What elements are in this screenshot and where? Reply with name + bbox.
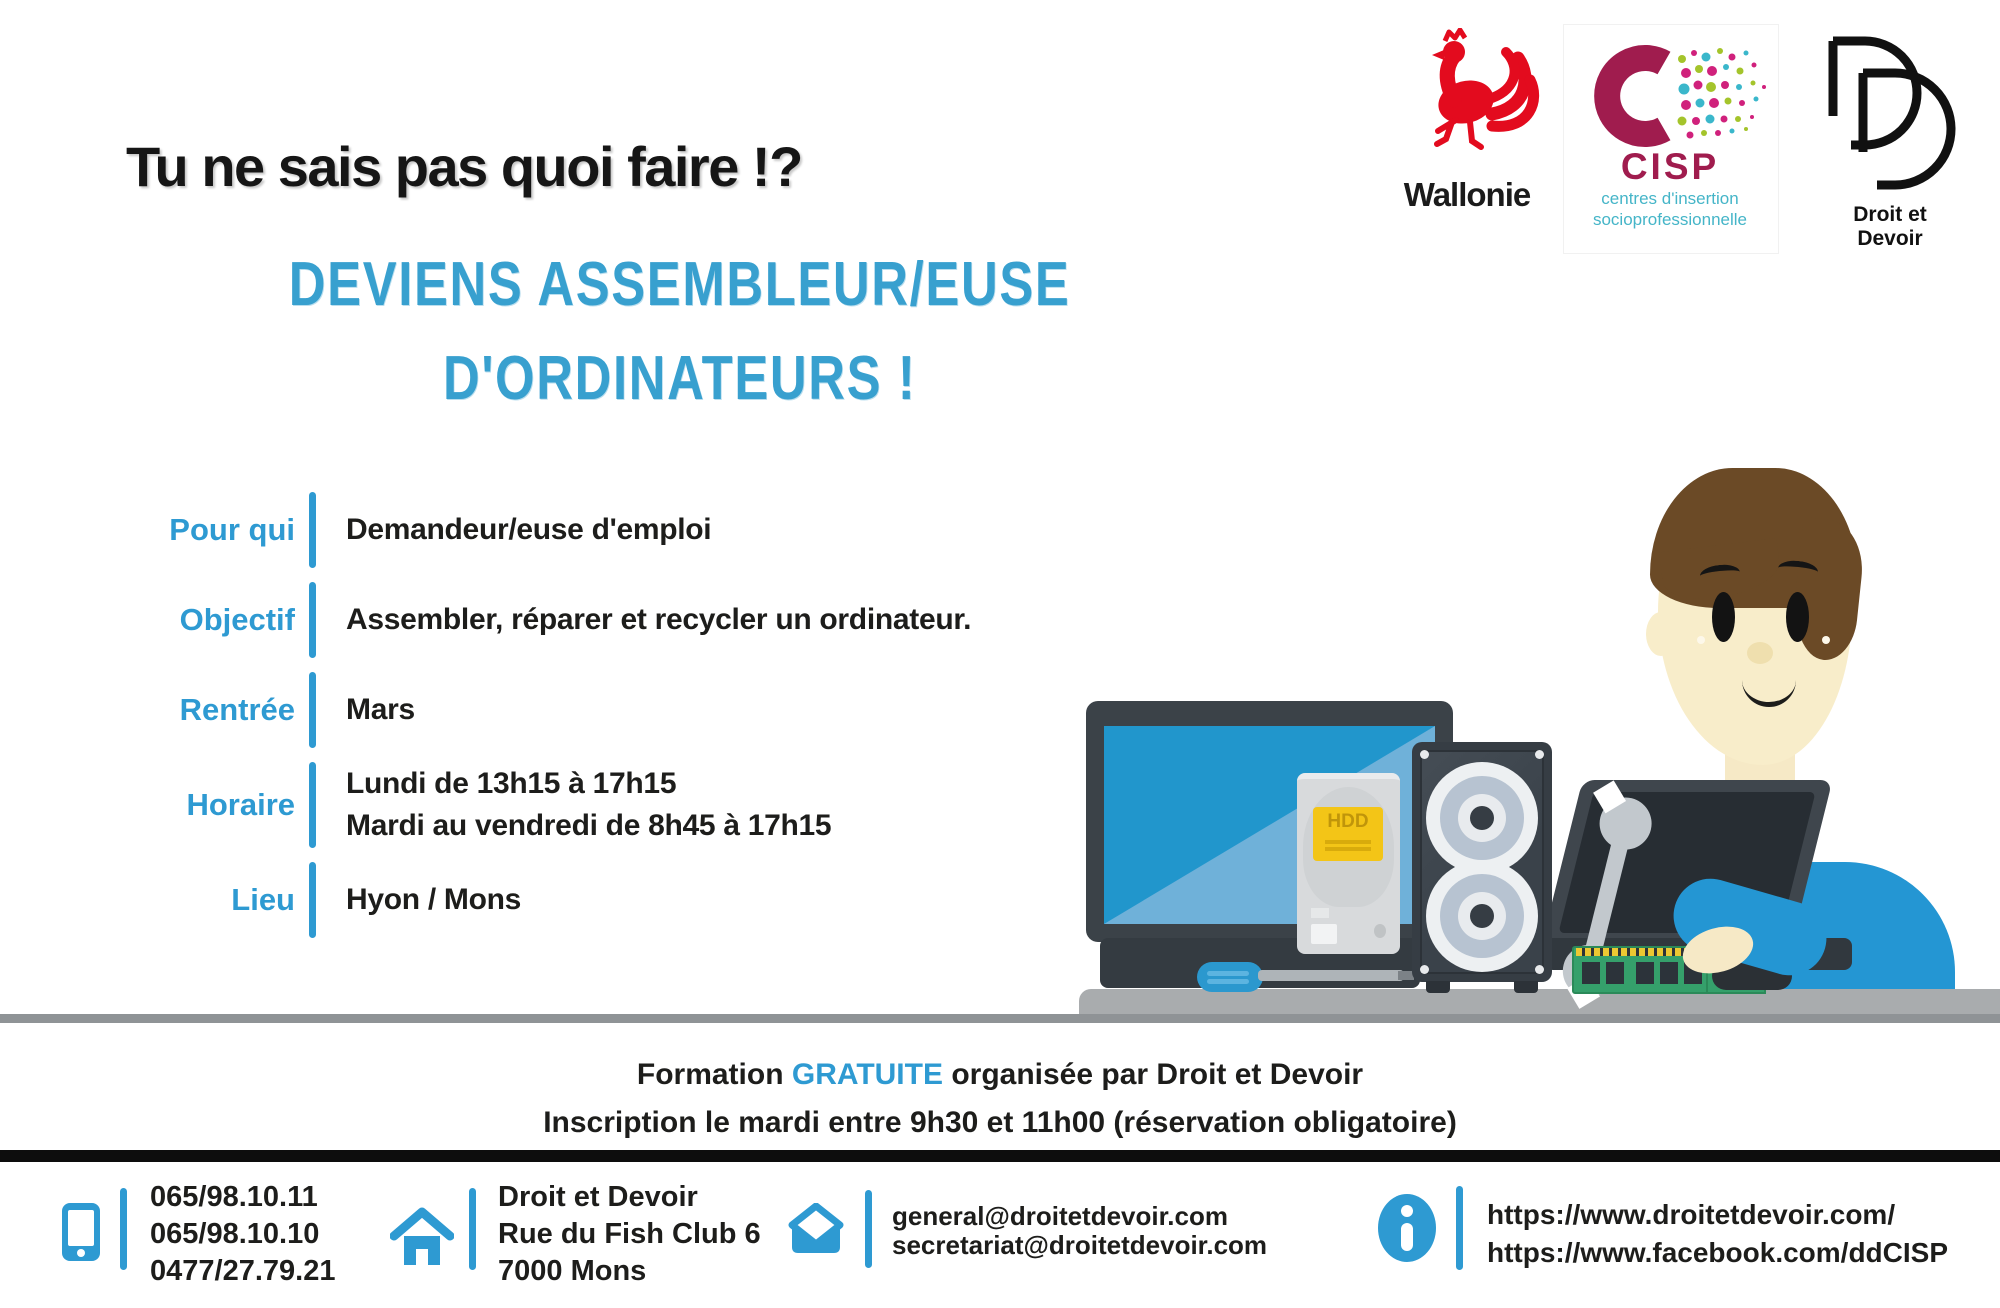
ram-chip: [1582, 962, 1600, 984]
detail-label: Horaire: [186, 787, 295, 822]
dd-monogram-icon: [1825, 36, 1959, 194]
footer-divider-bar: [0, 1150, 2000, 1162]
footer-separator: [1456, 1186, 1463, 1270]
tower-screw: [1535, 750, 1544, 759]
house-icon: [390, 1205, 454, 1269]
address-block: [498, 1179, 761, 1290]
hard-drive-pins: [1311, 908, 1329, 918]
main-title-line1: DEVIENS ASSEMBLEUR/EUSE: [289, 250, 1071, 319]
detail-divider: [309, 862, 316, 938]
phone-number: 065/98.10.10: [150, 1218, 320, 1250]
email-address[interactable]: secretariat@droitetdevoir.com: [892, 1230, 1268, 1260]
phone-numbers: [150, 1179, 335, 1290]
website-link[interactable]: https://www.droitetdevoir.com/: [1487, 1199, 1896, 1230]
tower-fan-top: [1426, 762, 1538, 874]
boy-eye-left: [1712, 592, 1735, 642]
droit-et-devoir-logo: [1825, 36, 1959, 199]
desk-edge-divider: [0, 1014, 2000, 1023]
boy-nose: [1747, 642, 1773, 664]
boy-ear: [1646, 612, 1676, 656]
pc-tower: [1412, 742, 1552, 982]
website-link[interactable]: https://www.facebook.com/ddCISP: [1487, 1237, 1949, 1268]
course-details-list: [110, 485, 1010, 945]
info-icon: [1378, 1194, 1436, 1262]
email-address[interactable]: general@droitetdevoir.com: [892, 1201, 1228, 1231]
detail-value: Demandeur/euse d'emploi: [346, 513, 712, 546]
cisp-subtitle-line2: socioprofessionnelle: [1592, 210, 1748, 229]
main-title-line2: D'ORDINATEURS !: [443, 344, 917, 413]
website-block: [1487, 1196, 1948, 1272]
banner-suffix: organisée par Droit et Devoir: [942, 1058, 1364, 1091]
footer-separator: [469, 1188, 476, 1270]
detail-value: Assembler, réparer et recycler un ordinateur.: [346, 603, 972, 636]
cisp-logo-subtitle: [1563, 188, 1777, 230]
detail-row-rentree: [110, 665, 1010, 755]
detail-row-horaire: [110, 755, 1010, 855]
ram-chip: [1660, 962, 1678, 984]
email-block: [892, 1202, 1267, 1260]
screwdriver-handle: [1197, 962, 1263, 992]
tower-screw: [1420, 965, 1429, 974]
detail-divider: [309, 492, 316, 568]
smartphone-icon: [62, 1203, 100, 1261]
tower-foot: [1514, 981, 1538, 993]
boy-cheek-right: [1822, 636, 1830, 644]
detail-divider: [309, 582, 316, 658]
detail-value-line1: Lundi de 13h15 à 17h15: [346, 767, 677, 800]
tower-fan-bottom: [1426, 860, 1538, 972]
hard-drive-screw-hole: [1374, 924, 1386, 938]
detail-row-lieu: [110, 855, 1010, 945]
desk: [1079, 989, 2000, 1016]
droit-et-devoir-logo-label: Droit et Devoir: [1853, 203, 1927, 250]
detail-value: [346, 763, 831, 847]
detail-divider: [309, 762, 316, 848]
detail-label: Lieu: [231, 882, 295, 917]
ram-chip: [1636, 962, 1654, 984]
cisp-logo-name: CISP: [1620, 146, 1720, 187]
wallonie-logo-label: Wallonie: [1403, 176, 1531, 213]
hard-drive-label: HDD: [1313, 807, 1383, 861]
detail-label: Pour qui: [169, 512, 295, 547]
wallonie-logo: [1392, 28, 1542, 178]
detail-value: Hyon / Mons: [346, 883, 522, 916]
envelope-icon: [788, 1203, 844, 1255]
footer-separator: [865, 1190, 872, 1268]
free-training-banner: [0, 1058, 2000, 1092]
banner-highlight-gratuite: GRATUITE: [791, 1058, 943, 1091]
boy-cheek-left: [1697, 636, 1705, 644]
detail-value-line2: Mardi au vendredi de 8h45 à 17h15: [346, 809, 832, 842]
smartphone-button: [77, 1249, 85, 1257]
detail-label: Objectif: [179, 602, 295, 637]
cisp-c-dots-icon: [1594, 41, 1774, 151]
hard-drive: [1297, 773, 1400, 954]
detail-row-pour-qui: [110, 485, 1010, 575]
screwdriver-shaft: [1258, 970, 1404, 981]
detail-label: Rentrée: [179, 692, 295, 727]
fan-hub: [1470, 904, 1494, 928]
detail-divider: [309, 672, 316, 748]
ram-chip: [1606, 962, 1624, 984]
footer-separator: [120, 1188, 127, 1270]
phone-number: 065/98.10.11: [150, 1181, 318, 1213]
address-line: Rue du Fish Club 6: [498, 1218, 761, 1250]
registration-banner: Inscription le mardi entre 9h30 et 11h00 (réservation obligatoire): [543, 1106, 1457, 1139]
cisp-subtitle-line1: centres d'insertion: [1601, 189, 1739, 208]
tower-screw: [1420, 750, 1429, 759]
tower-foot: [1426, 981, 1450, 993]
smartphone-screen: [68, 1210, 94, 1246]
address-line: Droit et Devoir: [498, 1181, 698, 1213]
hard-drive-connector: [1311, 924, 1337, 944]
banner-prefix: Formation: [636, 1058, 792, 1091]
phone-number: 0477/27.79.21: [150, 1255, 336, 1287]
rooster-icon: [1392, 28, 1542, 173]
wrench-head-top: [1594, 792, 1657, 855]
page-title: Tu ne sais pas quoi faire !?: [126, 135, 802, 198]
main-title: [180, 238, 1180, 426]
boy-eye-right: [1786, 592, 1809, 642]
fan-hub: [1470, 806, 1494, 830]
detail-value: Mars: [346, 693, 415, 726]
address-line: 7000 Mons: [498, 1255, 647, 1287]
detail-row-objectif: [110, 575, 1010, 665]
